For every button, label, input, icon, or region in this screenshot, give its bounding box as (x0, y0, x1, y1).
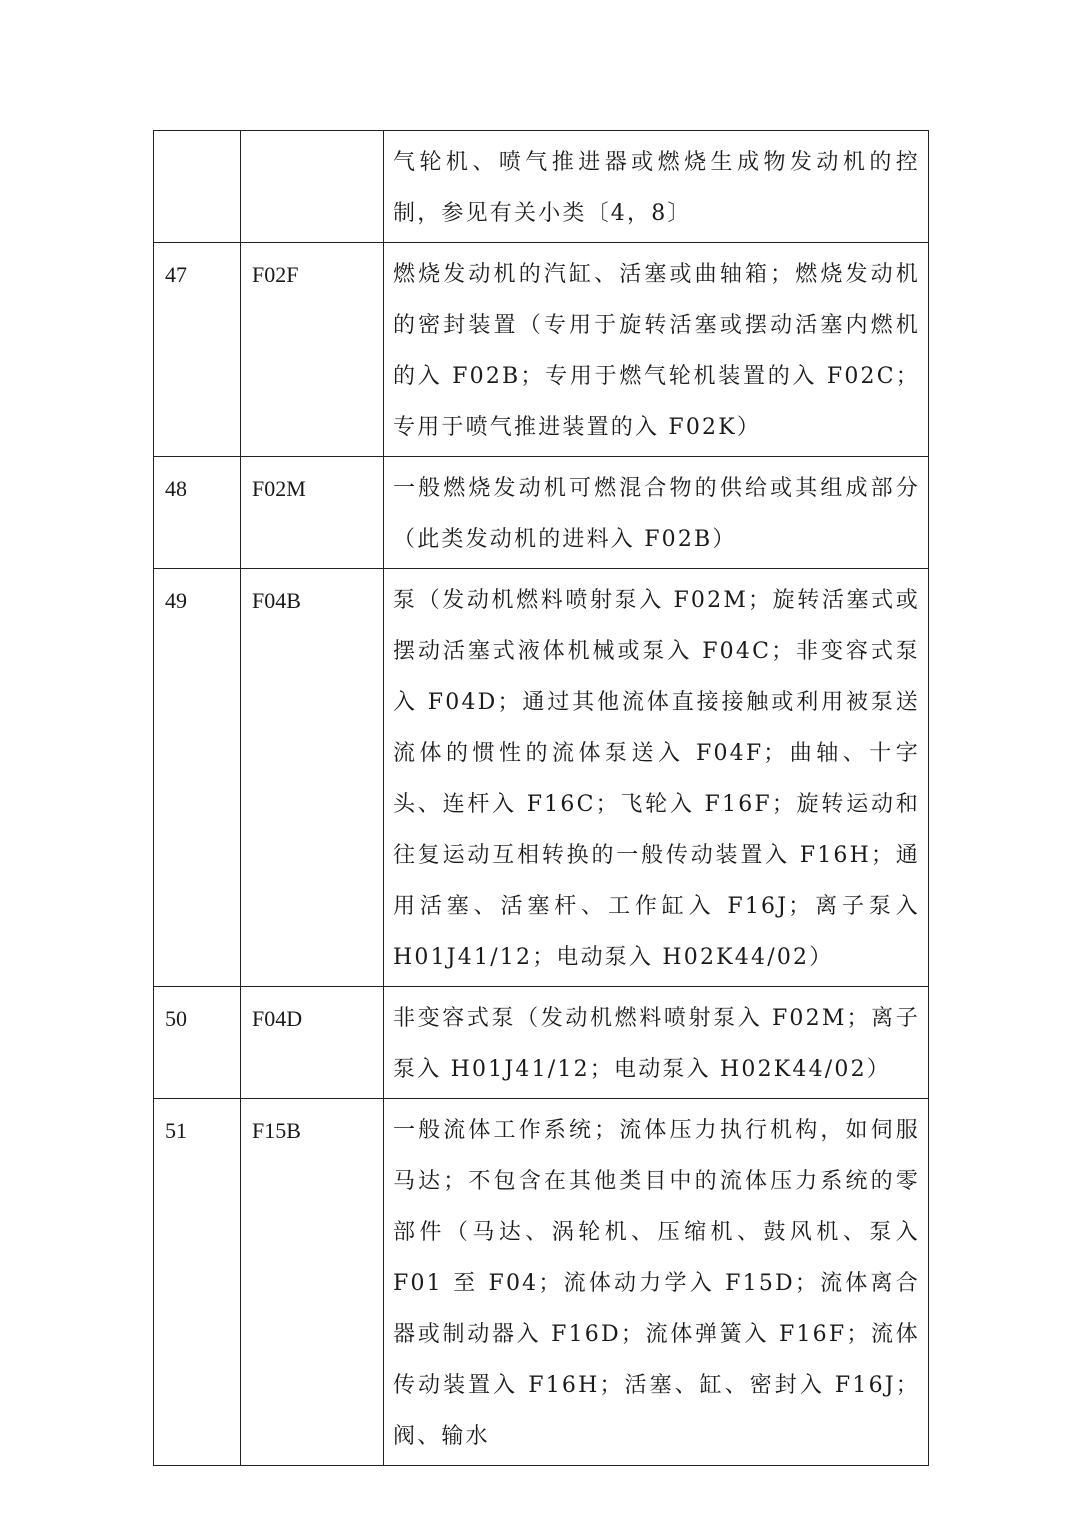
row-number-cell (154, 457, 241, 569)
ipc-code-cell (241, 569, 384, 987)
description-cell (384, 987, 929, 1099)
ipc-code (241, 131, 383, 140)
ipc-code: F04D (252, 1006, 303, 1031)
row-number: 47 (165, 262, 187, 287)
description-cell (384, 457, 929, 569)
description-cell (384, 1099, 929, 1466)
row-number: 50 (165, 1006, 187, 1031)
row-number-cell (154, 569, 241, 987)
ipc-code-cell (241, 987, 384, 1099)
row-number-cell (154, 131, 241, 243)
ipc-classification-table (153, 130, 929, 1466)
ipc-code: F02F (252, 262, 299, 287)
ipc-code: F15B (252, 1118, 301, 1143)
ipc-code-cell (241, 457, 384, 569)
row-number (154, 131, 240, 140)
row-number-cell (154, 1099, 241, 1466)
table-row (154, 243, 929, 457)
table-row (154, 1099, 929, 1466)
row-number: 51 (165, 1118, 187, 1143)
description-text: 非变容式泵（发动机燃料喷射泵入 F02M；离子泵入 H01J41/12；电动泵入 H02K44/02） (393, 1006, 920, 1082)
ipc-code-cell (241, 243, 384, 457)
description-text: 气轮机、喷气推进器或燃烧生成物发动机的控制，参见有关小类〔4，8〕 (393, 150, 920, 226)
ipc-code-cell (241, 131, 384, 243)
ipc-code: F04B (252, 588, 301, 613)
description-text: 泵（发动机燃料喷射泵入 F02M；旋转活塞式或摆动活塞式液体机械或泵入 F04C；非变容式泵入 F04D；通过其他流体直接接触或利用被泵送流体的惯性的流体泵送入 F04F；曲轴、十字头、连杆入 F16C；飞轮入 F16F；旋转运动和往复运动互相转换的一般传动装置入 F16H；通用活塞、活塞杆、工作缸入 F16J；离子泵入 H01J41/12；电动泵入 H02K44/02） (393, 588, 920, 970)
description-cell (384, 569, 929, 987)
table-row (154, 987, 929, 1099)
description-text: 燃烧发动机的汽缸、活塞或曲轴箱；燃烧发动机的密封装置（专用于旋转活塞或摆动活塞内燃机的入 F02B；专用于燃气轮机装置的入 F02C；专用于喷气推进装置的入 F02K） (393, 262, 920, 440)
table-row (154, 457, 929, 569)
ipc-code: F02M (252, 476, 306, 501)
table-row (154, 131, 929, 243)
ipc-code-cell (241, 1099, 384, 1466)
description-cell (384, 243, 929, 457)
table-row (154, 569, 929, 987)
row-number: 49 (165, 588, 187, 613)
description-cell (384, 131, 929, 243)
description-text: 一般燃烧发动机可燃混合物的供给或其组成部分（此类发动机的进料入 F02B） (393, 476, 920, 552)
row-number-cell (154, 987, 241, 1099)
row-number: 48 (165, 476, 187, 501)
row-number-cell (154, 243, 241, 457)
description-text: 一般流体工作系统；流体压力执行机构，如伺服马达；不包含在其他类目中的流体压力系统的零部件（马达、涡轮机、压缩机、鼓风机、泵入 F01 至 F04；流体动力学入 F15D；流体离合器或制动器入 F16D；流体弹簧入 F16F；流体传动装置入 F16H；活塞、缸、密封入 F16J；阀、输水 (393, 1118, 920, 1449)
